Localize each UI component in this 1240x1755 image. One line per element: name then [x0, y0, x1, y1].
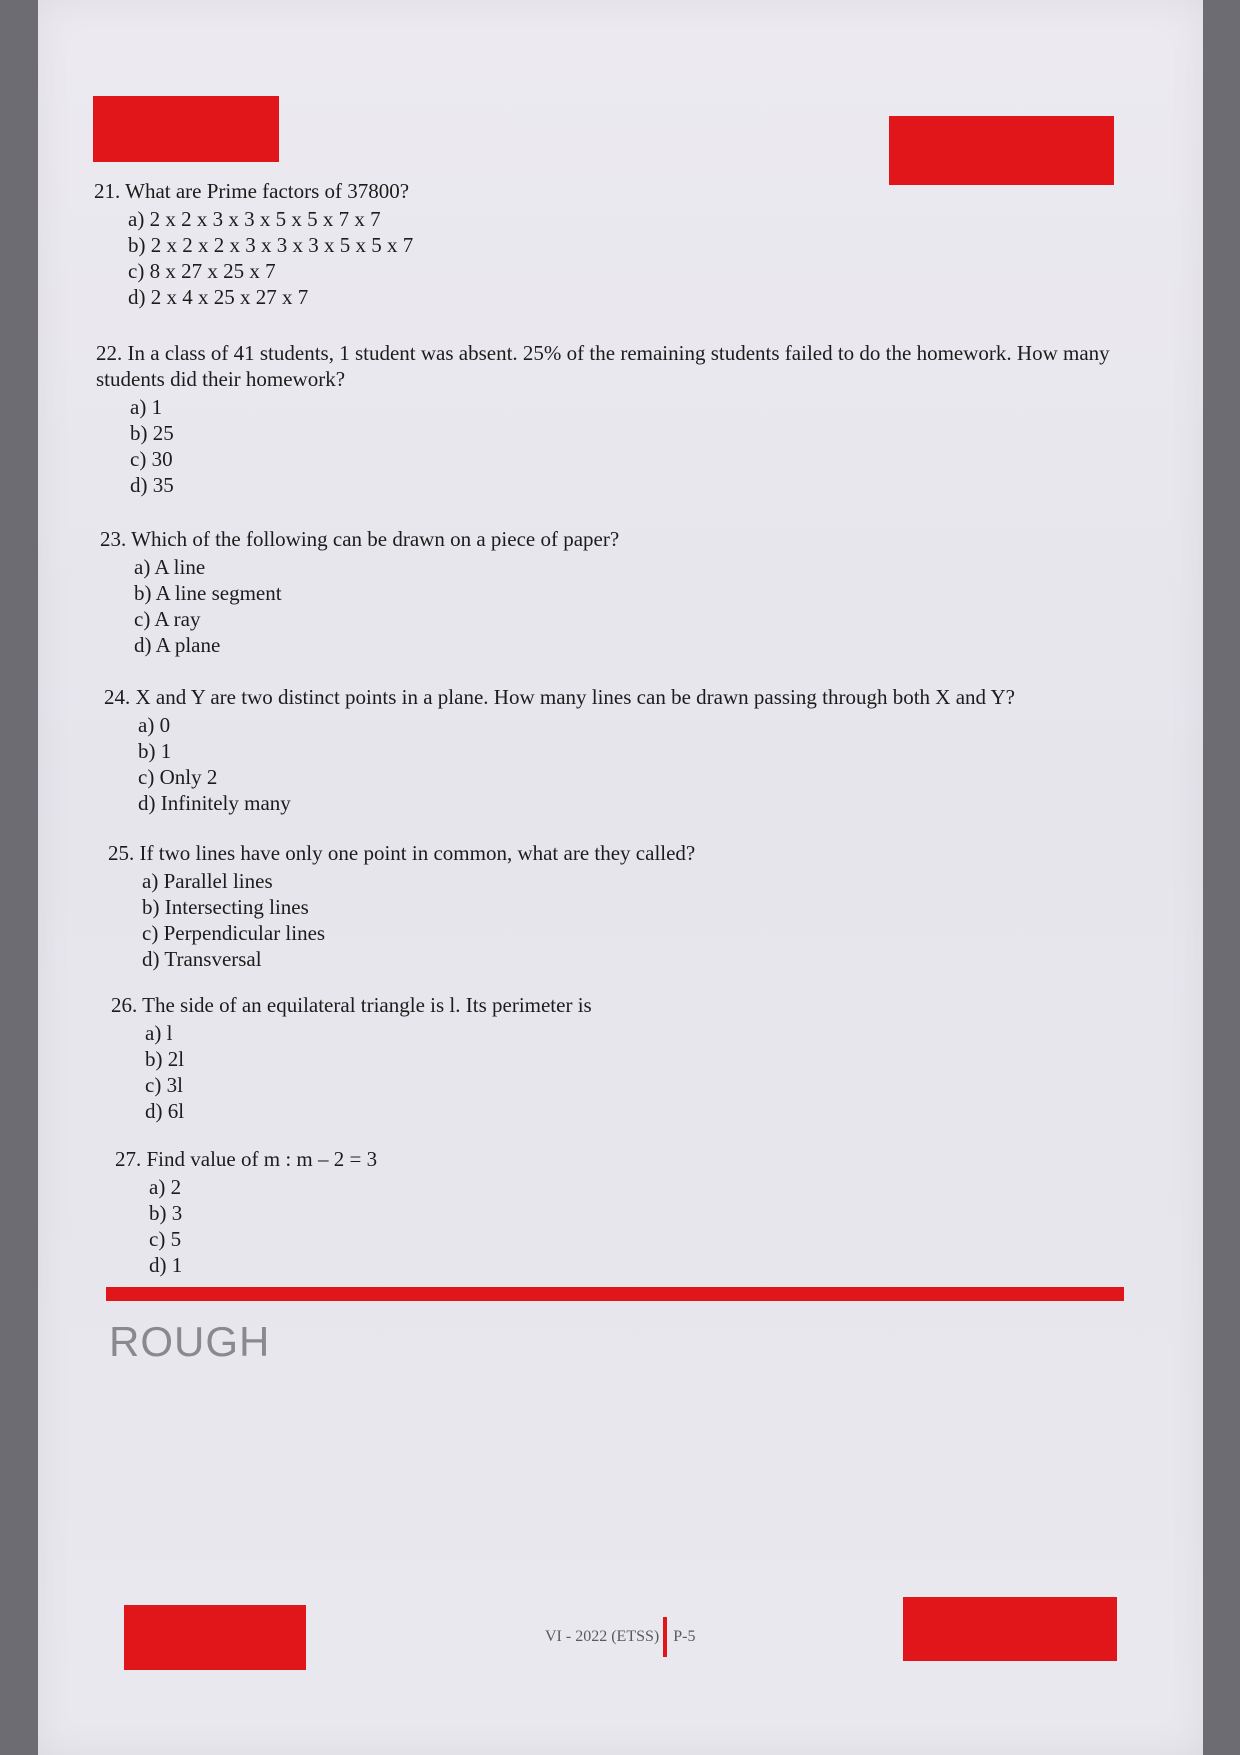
option-b: b) 3: [149, 1201, 183, 1225]
option-c: c) 30: [130, 447, 173, 471]
redaction-block-bottom-left: [124, 1605, 306, 1670]
option-a: a) 2 x 2 x 3 x 3 x 5 x 5 x 7 x 7: [128, 207, 381, 231]
option-b: b) 1: [138, 739, 172, 763]
question-21: [94, 178, 413, 310]
question-22: [96, 340, 1136, 498]
question-text: 21. What are Prime factors of 37800?: [94, 179, 410, 203]
option-c: c) Perpendicular lines: [142, 921, 326, 945]
question-text: 24. X and Y are two distinct points in a plane. How many lines can be drawn passing through both X and Y?: [104, 685, 1015, 709]
option-d: d) 6l: [145, 1099, 185, 1123]
option-c: c) 8 x 27 x 25 x 7: [128, 259, 276, 283]
question-26: [111, 992, 592, 1124]
option-d: d) Transversal: [142, 947, 262, 971]
option-b: b) 25: [130, 421, 174, 445]
redaction-block-bottom-right: [903, 1597, 1117, 1661]
question-23: [100, 526, 619, 658]
option-c: c) Only 2: [138, 765, 218, 789]
question-text: 26. The side of an equilateral triangle is l. Its perimeter is: [111, 993, 592, 1017]
question-text: 25. If two lines have only one point in common, what are they called?: [108, 841, 696, 865]
option-c: c) 5: [149, 1227, 182, 1251]
question-24: [104, 684, 1144, 816]
question-25: [108, 840, 695, 972]
option-c: c) A ray: [134, 607, 201, 631]
option-list: [94, 206, 413, 310]
option-b: b) A line segment: [134, 581, 282, 605]
option-b: b) Intersecting lines: [142, 895, 309, 919]
option-b: b) 2l: [145, 1047, 185, 1071]
question-text: 22. In a class of 41 students, 1 student was absent. 25% of the remaining students failed to do the homework. How many students did their homework?: [96, 341, 1110, 391]
page-footer: [545, 1617, 695, 1657]
rough-section-divider: [106, 1287, 1124, 1301]
option-a: a) A line: [134, 555, 206, 579]
option-list: [100, 554, 619, 658]
option-c: c) 3l: [145, 1073, 183, 1097]
option-list: [111, 1020, 592, 1124]
question-text: 23. Which of the following can be drawn on a piece of paper?: [100, 527, 620, 551]
option-d: d) 1: [149, 1253, 183, 1277]
question-text: 27. Find value of m : m – 2 = 3: [115, 1147, 378, 1171]
option-a: a) l: [145, 1021, 173, 1045]
page-number: P-5: [673, 1628, 696, 1645]
redaction-block-top-left: [93, 96, 279, 162]
footer-divider: [663, 1617, 667, 1657]
option-d: d) 2 x 4 x 25 x 27 x 7: [128, 285, 309, 309]
option-list: [96, 394, 1136, 498]
option-d: d) Infinitely many: [138, 791, 291, 815]
rough-work-label: ROUGH: [109, 1318, 271, 1365]
option-d: d) 35: [130, 473, 174, 497]
exam-page: [38, 0, 1203, 1755]
paper-code: VI - 2022 (ETSS): [545, 1628, 660, 1645]
redaction-block-top-right: [889, 116, 1114, 185]
option-a: a) Parallel lines: [142, 869, 273, 893]
option-a: a) 2: [149, 1175, 182, 1199]
option-list: [104, 712, 1144, 816]
option-list: [108, 868, 695, 972]
question-27: [115, 1146, 377, 1278]
option-b: b) 2 x 2 x 2 x 3 x 3 x 3 x 5 x 5 x 7: [128, 233, 414, 257]
option-a: a) 0: [138, 713, 171, 737]
option-d: d) A plane: [134, 633, 221, 657]
option-a: a) 1: [130, 395, 163, 419]
option-list: [115, 1174, 377, 1278]
